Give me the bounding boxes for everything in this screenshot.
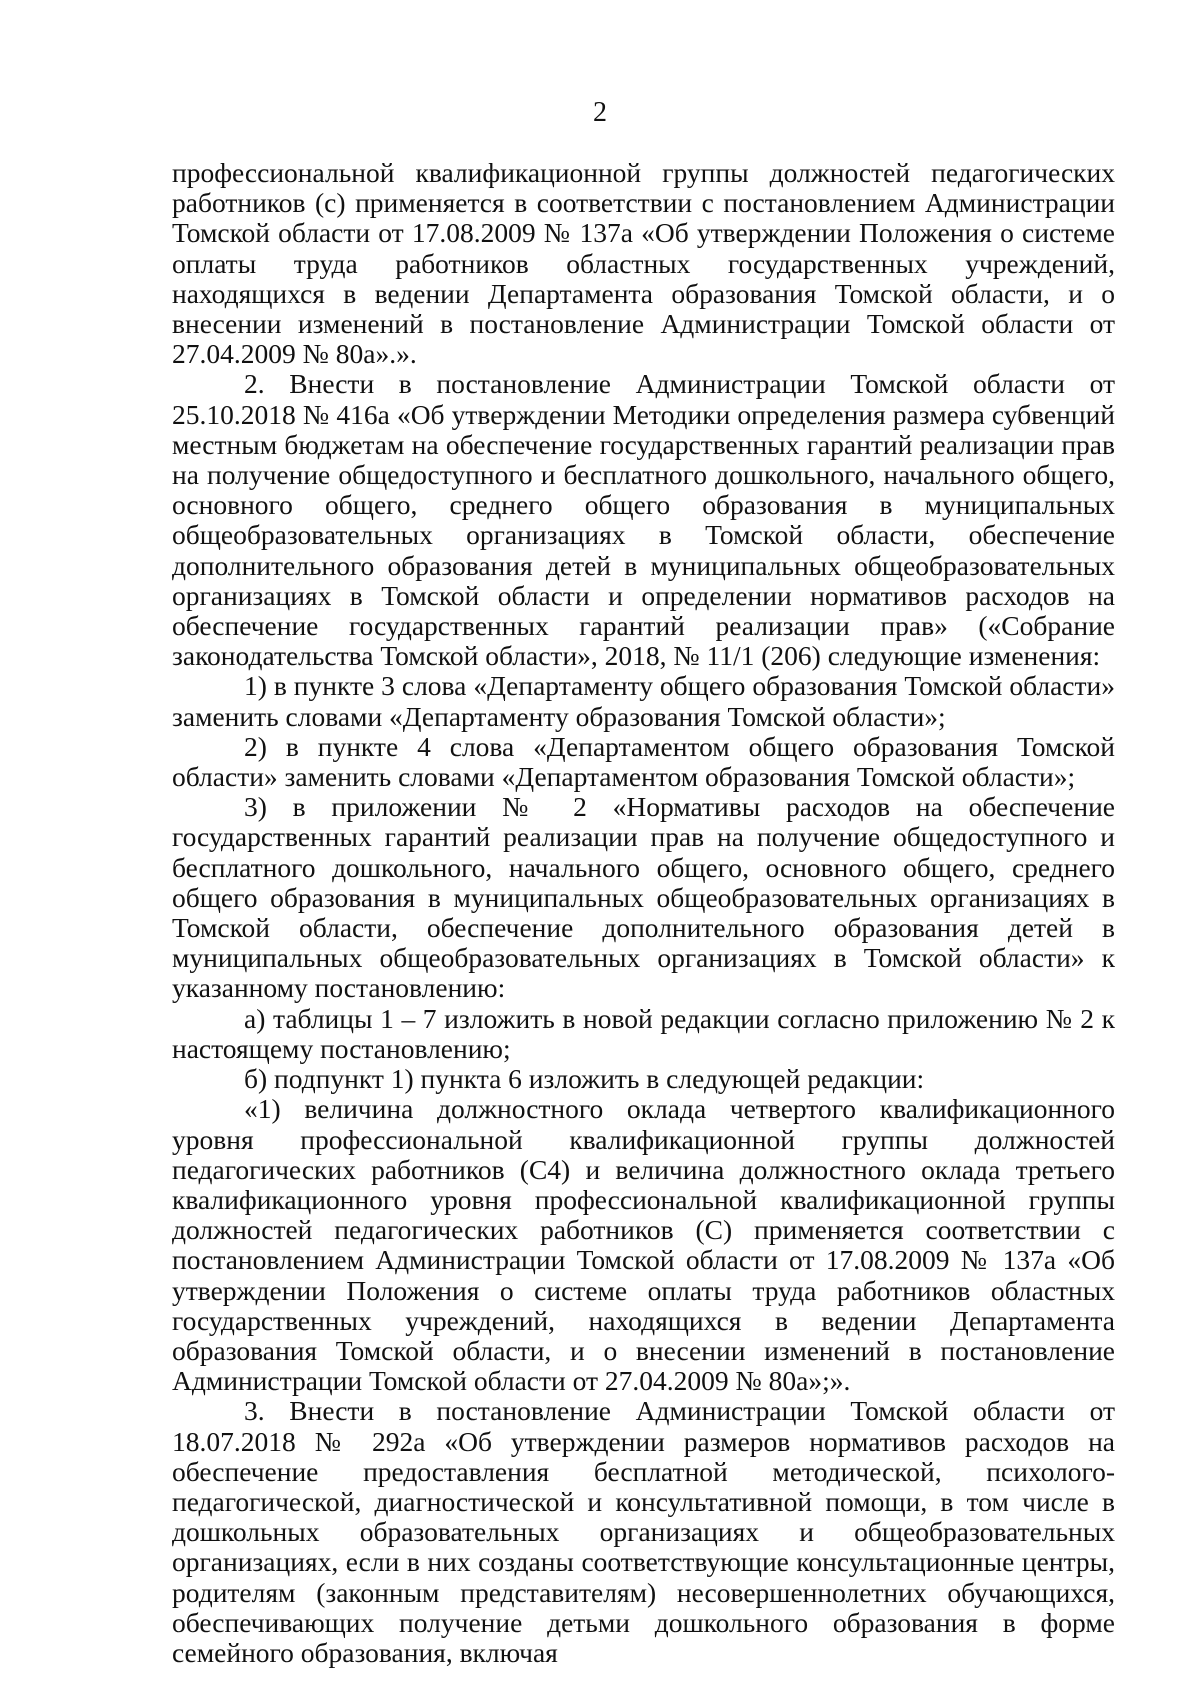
paragraph-item-2: 2. Внести в постановление Администрации Томской области от 25.10.2018 № 416а «Об утверждении Методики определения размера субвенций местным бюджетам на обеспечение государственных гарантий реализации прав на получение общедоступного и бесплатного дошкольного, начального общего, основного общего, среднего общего образования в муниципальных общеобразовательных организациях в Томской области, обеспечение дополнительного образования детей в муниципальных общеобразовательных организациях в Томской области и определении нормативов расходов на обеспечение государственных гарантий реализации прав» («Собрание законодательства Томской области», 2018, № 11/1 (206) следующие изменения: bbox=[172, 368, 1115, 672]
paragraph-subitem-b: б) подпункт 1) пункта 6 изложить в следующей редакции: bbox=[244, 1063, 925, 1095]
document-body bbox=[172, 158, 1115, 1668]
paragraph-quoted-text: «1) величина должностного оклада четвертого квалификационного уровня профессиональной квалификационной группы должностей педагогических работников (С4) и величина должностного оклада третьего квалификационного уровня профессиональной квалификационной группы должностей педагогических работников (С) применяется соответствии с постановлением Администрации Томской области от 17.08.2009 № 137а «Об утверждении Положения о системе оплаты труда работников областных государственных учреждений, находящихся в ведении Департамента образования Томской области, и о внесении изменений в постановление Администрации Томской области от 27.04.2009 № 80а»;». bbox=[172, 1093, 1115, 1397]
paragraph-continuation: профессиональной квалификационной группы должностей педагогических работников (с) применяется в соответствии с постановлением Администрации Томской области от 17.08.2009 № 137а «Об утверждении Положения о системе оплаты труда работников областных государственных учреждений, находящихся в ведении Департамента образования Томской области, и о внесении изменений в постановление Администрации Томской области от 27.04.2009 № 80а».». bbox=[172, 157, 1115, 370]
paragraph-subitem-1: 1) в пункте 3 слова «Департаменту общего образования Томской области» заменить словами «Департаменту образования Томской области»; bbox=[172, 670, 1115, 732]
paragraph-item-3: 3. Внести в постановление Администрации Томской области от 18.07.2018 № 292а «Об утверждении размеров нормативов расходов на обеспечение предоставления бесплатной методической, психолого-педагогической, диагностической и консультативной помощи, в том числе в дошкольных образовательных организациях и общеобразовательных организациях, если в них созданы соответствующие консультационные центры, родителям (законным представителям) несовершеннолетних обучающихся, обеспечивающих получение детьми дошкольного образования в форме семейного образования, включая bbox=[172, 1395, 1115, 1668]
paragraph-subitem-3: 3) в приложении № 2 «Нормативы расходов на обеспечение государственных гарантий реализации прав на получение общедоступного и бесплатного дошкольного, начального общего, основного общего, среднего общего образования в муниципальных общеобразовательных организациях в Томской области, обеспечение дополнительного образования детей в муниципальных общеобразовательных организациях в Томской области» к указанному постановлению: bbox=[172, 791, 1115, 1004]
paragraph-subitem-a: а) таблицы 1 – 7 изложить в новой редакции согласно приложению № 2 к настоящему постановлению; bbox=[172, 1002, 1115, 1064]
paragraph-subitem-2: 2) в пункте 4 слова «Департаментом общего образования Томской области» заменить словами «Департаментом образования Томской области»; bbox=[172, 730, 1115, 793]
page-number: 2 bbox=[593, 97, 607, 128]
